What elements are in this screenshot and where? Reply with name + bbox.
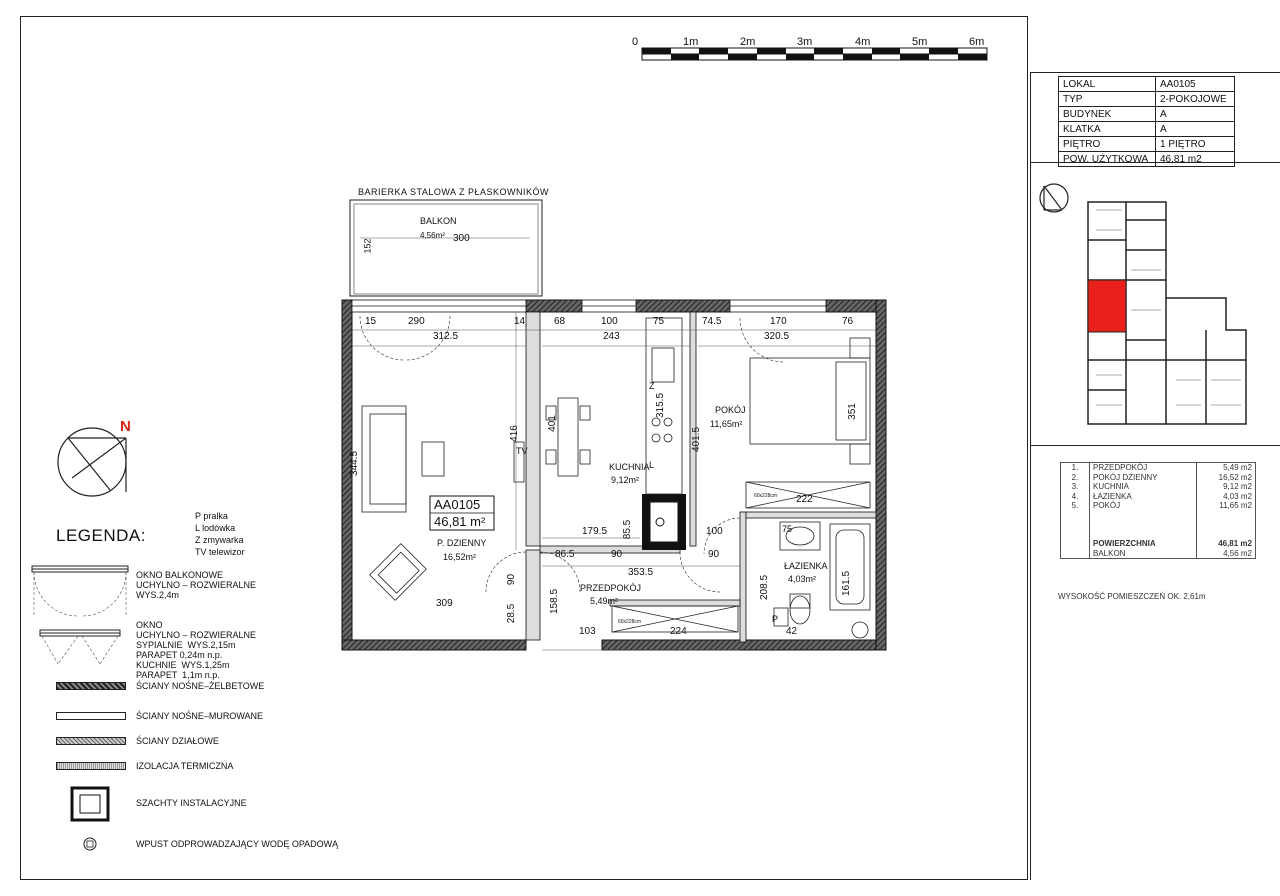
wardrobe-2-label: 60x228cm <box>618 619 642 625</box>
dim-75b: 75 <box>782 524 793 534</box>
scale-label-0: 0 <box>632 36 639 48</box>
dim-42: 42 <box>786 626 798 637</box>
dim-living-width: 312.5 <box>433 331 459 342</box>
dim-344-5: 344.5 <box>349 450 361 477</box>
legend-drain: WPUST ODPROWADZAJĄCY WODĘ OPADOWĄ <box>136 839 339 849</box>
bathroom-area: 4,03m² <box>788 574 817 584</box>
balcony-area: 4,56m² <box>420 231 445 240</box>
info-label: LOKAL <box>1059 77 1156 92</box>
dim-161-5: 161.5 <box>841 570 853 597</box>
room-area: 9,12 m2 <box>1197 482 1256 492</box>
windows <box>352 300 826 312</box>
height-note: WYSOKOŚĆ POMIESZCZEŃ OK. 2,61m <box>1058 592 1206 601</box>
dim-103: 103 <box>579 626 596 637</box>
room-num: 3. <box>1061 482 1090 492</box>
scale-label-3: 3m <box>797 36 813 48</box>
scale-label-5: 5m <box>912 36 928 48</box>
info-value: 1 PIĘTRO <box>1156 137 1235 152</box>
dim-kitchen-window: 100 <box>601 316 618 327</box>
dim-75: 75 <box>653 316 665 327</box>
partition-walls <box>526 312 876 642</box>
dim-224: 224 <box>670 626 687 637</box>
legend-tilt-window: OKNO UCHYLNO – ROZWIERALNE SYPIALNIE WYS.2,15m PARAPET 0,24m n.p. KUCHNIE WYS.1,25m PARAPET 1,1m n.p. <box>136 620 257 680</box>
dim-room-window: 170 <box>770 316 787 327</box>
dim-28-5: 28.5 <box>506 603 518 624</box>
room-num: 5. <box>1061 501 1090 511</box>
dim-208-5: 208.5 <box>759 574 771 601</box>
legend-partition: ŚCIANY DZIAŁOWE <box>136 736 219 746</box>
dim-room-width: 320.5 <box>764 331 790 342</box>
legend-shaft-icon <box>70 786 110 822</box>
room-area: 5,49 m2 <box>1197 463 1256 473</box>
dim-401-5: 401.5 <box>691 426 703 453</box>
info-value: AA0105 <box>1156 77 1235 92</box>
dim-179-5: 179.5 <box>582 526 608 537</box>
key-plan <box>1036 180 1262 430</box>
legend-equip-3: Z zmywarka <box>195 535 244 545</box>
washer-label: P <box>772 614 779 624</box>
armchair <box>370 544 427 601</box>
dim-bath-door: 100 <box>706 526 723 537</box>
dim-309: 309 <box>436 598 453 609</box>
dim-74-5: 74.5 <box>702 316 722 327</box>
kitchen-label: KUCHNIA <box>609 462 650 472</box>
rooms-table <box>1060 462 1256 559</box>
info-label: PIĘTRO <box>1059 137 1156 152</box>
legend-shafts: SZACHTY INSTALACYJNE <box>136 798 247 808</box>
bedroom-label: POKÓJ <box>715 405 746 415</box>
bed <box>750 338 870 464</box>
info-label: BUDYNEK <box>1059 107 1156 122</box>
key-plan-highlighted-unit <box>1088 280 1126 332</box>
dim-401: 401 <box>546 415 558 432</box>
legend-partition-swatch <box>56 737 126 745</box>
legend-concrete-swatch <box>56 682 126 690</box>
info-label: POW. UŻYTKOWA <box>1059 152 1156 167</box>
dim-85-5: 85.5 <box>622 519 634 540</box>
scale-label-4: 4m <box>855 36 871 48</box>
legend-insulation: IZOLACJA TERMICZNA <box>136 761 234 771</box>
room-name: POKÓJ DZIENNY <box>1090 473 1197 483</box>
bathroom-label: ŁAZIENKA <box>784 561 828 571</box>
dim-353-5: 353.5 <box>628 567 654 578</box>
living-room-area: 16,52m² <box>443 552 477 562</box>
legend-concrete: ŚCIANY NOŚNE–ŻELBETOWE <box>136 681 265 691</box>
legend-insulation-swatch <box>56 762 126 770</box>
balcony-label: BALKON <box>1090 549 1197 559</box>
legend-masonry: ŚCIANY NOŚNE–MUROWANE <box>136 711 264 721</box>
legend-tilt-window-icon <box>38 628 122 672</box>
dim-76: 76 <box>842 316 854 327</box>
legend-title: LEGENDA: <box>56 526 146 545</box>
legend-balcony-window-icon <box>30 564 130 624</box>
dim-kitchen-width: 243 <box>603 331 620 342</box>
legend-equip-2: L lodówka <box>195 523 236 533</box>
dim-416: 416 <box>508 425 520 442</box>
wardrobe-1-label: 60x228cm <box>754 493 778 499</box>
sidebar-divider-2 <box>1030 445 1280 446</box>
room-area: 4,03 m2 <box>1197 492 1256 502</box>
tv-label: TV <box>516 446 528 456</box>
living-room-label: P. DZIENNY <box>437 538 487 548</box>
room-area: 11,65 m2 <box>1197 501 1256 511</box>
scale-label-6: 6m <box>969 36 985 48</box>
info-label: KLATKA <box>1059 122 1156 137</box>
dim-living-window: 290 <box>408 316 425 327</box>
legend-balcony-window: OKNO BALKONOWE UCHYLNO – ROZWIERALNE WYS.2,4m <box>136 570 257 600</box>
dim-90a: 90 <box>611 549 623 560</box>
unit-code-label: AA0105 <box>434 497 481 512</box>
info-label: TYP <box>1059 92 1156 107</box>
sidebar-divider-top <box>1030 72 1280 73</box>
balcony-value: 4,56 m2 <box>1197 549 1256 559</box>
railing-label: BARIERKA STALOWA Z PŁASKOWNIKÓW <box>358 187 550 197</box>
sidebar-divider <box>1030 72 1031 880</box>
room-name: ŁAZIENKA <box>1090 492 1197 502</box>
dim-balcony-width: 300 <box>453 233 470 244</box>
room-area: 16,52 m2 <box>1197 473 1256 483</box>
info-value: 46,81 m2 <box>1156 152 1235 167</box>
hall-area: 5,49m² <box>590 596 619 606</box>
dim-222: 222 <box>796 494 813 505</box>
balcony-name: BALKON <box>420 216 457 226</box>
room-name: POKÓJ <box>1090 501 1197 511</box>
bedroom-area: 11,65m² <box>710 419 743 429</box>
unit-info-table <box>1058 76 1235 167</box>
room-num: 1. <box>1061 463 1090 473</box>
dim-90b: 90 <box>708 549 720 560</box>
info-value: 2-POKOJOWE <box>1156 92 1235 107</box>
north-label: N <box>120 418 131 435</box>
dim-68: 68 <box>554 316 566 327</box>
scale-label-1: 1m <box>683 36 699 48</box>
info-value: A <box>1156 122 1235 137</box>
info-value: A <box>1156 107 1235 122</box>
legend-masonry-swatch <box>56 712 126 720</box>
hall-label: PRZEDPOKÓJ <box>580 583 642 593</box>
kitchen-area: 9,12m² <box>611 475 640 485</box>
dim-158-5: 158.5 <box>549 588 561 615</box>
dim-86-5: 86.5 <box>555 549 575 560</box>
legend-equip-1: P pralka <box>195 511 228 521</box>
room-num: 2. <box>1061 473 1090 483</box>
legend-drain-icon <box>82 836 98 852</box>
room-name: KUCHNIA <box>1090 482 1197 492</box>
total-label: POWIERZCHNIA <box>1090 539 1197 549</box>
dim-15: 15 <box>365 316 377 327</box>
legend-equip-4: TV telewizor <box>195 547 245 557</box>
total-value: 46,81 m2 <box>1197 539 1256 549</box>
room-name: PRZEDPOKÓJ <box>1090 463 1197 473</box>
fridge-label: L <box>649 460 655 470</box>
unit-area-label: 46,81 m² <box>434 514 486 529</box>
scale-label-2: 2m <box>740 36 756 48</box>
balcony <box>350 200 542 296</box>
dim-315-5: 315.5 <box>655 392 667 419</box>
dishwasher-label: Z <box>649 381 655 391</box>
dim-351: 351 <box>846 403 858 420</box>
key-plan-compass-icon <box>1040 184 1068 212</box>
dim-balcony-depth: 152 <box>362 238 373 254</box>
room-num: 4. <box>1061 492 1090 502</box>
dim-14: 14 <box>514 316 526 327</box>
dining-table <box>546 398 590 476</box>
dim-90c: 90 <box>506 573 518 586</box>
